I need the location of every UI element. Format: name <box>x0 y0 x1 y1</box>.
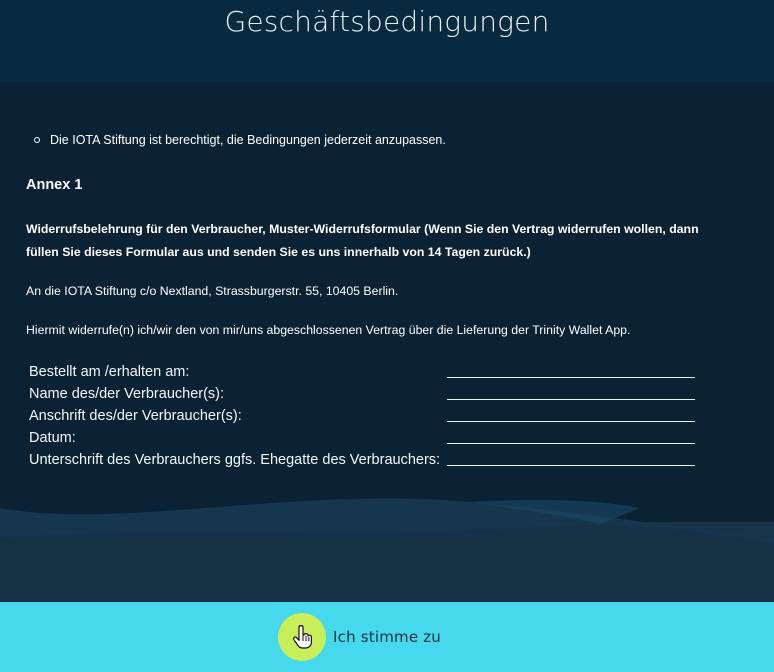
address-text: An die IOTA Stiftung c/o Nextland, Strassburgerstr. 55, 10405 Berlin. <box>26 284 399 298</box>
cursor-highlight <box>278 613 326 661</box>
withdrawal-form-labels <box>29 361 440 471</box>
bullet-ring-icon <box>34 137 40 143</box>
form-blank-line <box>447 361 695 378</box>
form-label-name: Name des/der Verbraucher(s): <box>29 386 225 402</box>
withdrawal-heading: Widerrufsbelehrung für den Verbraucher, Muster-Widerrufsformular (Wenn Sie den Vertrag widerrufen wollen, dann füllen Sie dieses Formular aus und senden Sie es uns innerhalb von 14 Tagen zurück.) <box>26 222 699 259</box>
form-label-date: Datum: <box>29 430 76 446</box>
wave-decoration <box>0 480 774 604</box>
form-label-ordered: Bestellt am /erhalten am: <box>29 364 190 380</box>
annex-heading: Annex 1 <box>26 177 83 193</box>
list-item-text: Die IOTA Stiftung ist berechtigt, die Bedingungen jederzeit anzupassen. <box>50 133 446 147</box>
form-label-address: Anschrift des/der Verbraucher(s): <box>29 408 242 424</box>
form-blank-line <box>447 449 695 466</box>
form-blank-line <box>447 427 695 444</box>
withdrawal-form-lines <box>447 361 695 471</box>
list-item <box>34 132 446 148</box>
agree-button-label: Ich stimme zu <box>333 628 442 646</box>
form-blank-line <box>447 383 695 400</box>
revocation-text: Hiermit widerrufe(n) ich/wir den von mir/uns abgeschlossenen Vertrag über die Lieferung der Trinity Wallet App. <box>26 323 631 337</box>
terms-bullet-list <box>34 132 446 148</box>
agree-button[interactable] <box>278 613 441 661</box>
form-label-signature: Unterschrift des Verbrauchers ggfs. Ehegatte des Verbrauchers: <box>29 452 441 468</box>
form-blank-line <box>447 405 695 422</box>
page-header <box>0 0 774 82</box>
hand-pointer-icon <box>291 625 313 649</box>
page-title: Geschäftsbedingungen <box>224 5 550 38</box>
